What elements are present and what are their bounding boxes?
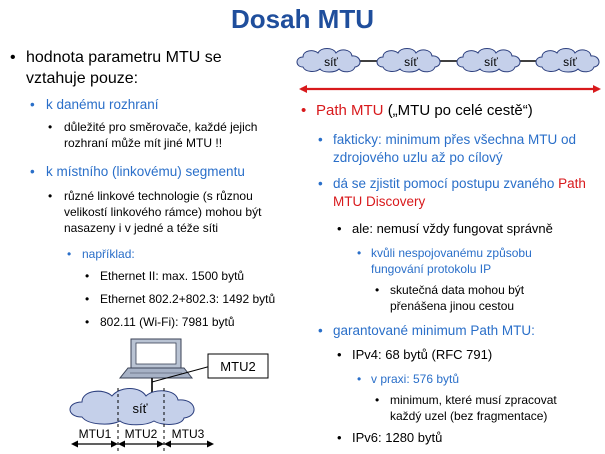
network-cloud <box>297 49 360 73</box>
left-bullet-1-1-1: důležité pro směrovače, každé jejich rozhraní může mít jiné MTU !! <box>64 120 258 150</box>
bullet-marker: • <box>30 164 35 179</box>
bullet-marker: • <box>48 120 53 134</box>
bullet-marker: • <box>85 315 90 329</box>
bullet-marker: • <box>318 323 323 338</box>
bullet-marker: • <box>10 49 16 66</box>
path-mtu-term: Path MTU <box>316 102 384 119</box>
right-bullet-3-1: IPv4: 68 bytů (RFC 791) <box>352 347 493 362</box>
right-bullet-2-1-1-1: skutečná data mohou být přenášena jinou cestou <box>390 283 525 313</box>
segment-label: MTU2 <box>124 427 158 441</box>
network-cloud <box>70 389 194 425</box>
right-bullet-2-1-1: kvůli nespojovanému způsobu fungování protokolu IP <box>371 246 532 276</box>
bullet-marker: • <box>337 347 342 362</box>
bullet-marker: • <box>30 97 35 112</box>
segment-label: MTU1 <box>78 427 112 441</box>
right-bullet-3-1-1: v praxi: 576 bytů <box>371 372 460 386</box>
computer-icon <box>120 339 192 378</box>
left-bullet-1-2-1: různé linkové technologie (s různou velikostí linkového rámce) mohou být nasazeny i v jedné a téže síti <box>64 189 262 235</box>
network-cloud <box>536 49 599 73</box>
example-item: Ethernet 802.2+802.3: 1492 bytů <box>100 292 276 306</box>
right-bullet-3-1-1-1: minimum, které musí zpracovat každý uzel (bez fragmentace) <box>390 393 557 423</box>
right-bullet-3-2: IPv6: 1280 bytů <box>352 430 443 445</box>
path-diagram <box>295 40 605 98</box>
bullet-marker: • <box>357 372 362 386</box>
bullet-marker: • <box>337 221 342 236</box>
cloud-label: síť <box>404 55 418 69</box>
cloud-label: síť <box>563 55 577 69</box>
right-bullet-2-1: ale: nemusí vždy fungovat správně <box>352 221 553 236</box>
slide-title: Dosah MTU <box>231 4 374 34</box>
bullet-marker: • <box>301 102 307 119</box>
bullet-marker: • <box>48 189 53 203</box>
segment-label: MTU3 <box>171 427 205 441</box>
network-cloud <box>377 49 440 73</box>
bullet-marker: • <box>67 247 72 261</box>
bullet-marker: • <box>357 246 362 260</box>
network-cloud <box>457 49 520 73</box>
bullet-marker: • <box>318 176 323 191</box>
path-mtu-description: („MTU po celé cestě“) <box>387 102 533 119</box>
cloud-label: síť <box>324 55 338 69</box>
example-item: 802.11 (Wi-Fi): 7981 bytů <box>100 315 235 329</box>
mtu-callout-label: MTU2 <box>220 359 256 374</box>
bullet-marker: • <box>375 393 380 407</box>
cloud-label: síť <box>484 55 498 69</box>
right-bullet-2 <box>333 175 598 211</box>
left-bullet-1-1: k danému rozhraní <box>46 97 159 112</box>
right-bullet-1: fakticky: minimum přes všechna MTU od zdrojového uzlu až po cílový <box>333 132 577 165</box>
right-bullet-path-mtu <box>316 101 601 121</box>
segment-diagram <box>0 332 300 454</box>
example-item: Ethernet II: max. 1500 bytů <box>100 269 245 283</box>
bullet-marker: • <box>85 269 90 283</box>
bullet-marker: • <box>318 132 323 147</box>
bullet-marker: • <box>375 283 380 297</box>
cloud-label: síť <box>132 401 148 416</box>
left-bullet-1-2: k místního (linkovému) segmentu <box>46 164 245 179</box>
left-bullet-1: hodnota parametru MTU se vztahuje pouze: <box>26 49 222 87</box>
bullet-marker: • <box>85 292 90 306</box>
path-mtu-discovery-term: Path MTU Discovery <box>333 176 586 209</box>
bullet-marker: • <box>337 430 342 445</box>
right-bullet-3: garantované minimum Path MTU: <box>333 323 535 338</box>
right-bullet-2-text: dá se zjistit pomocí postupu zvaného <box>333 176 559 191</box>
left-bullet-1-2-1-1: například: <box>82 247 135 261</box>
